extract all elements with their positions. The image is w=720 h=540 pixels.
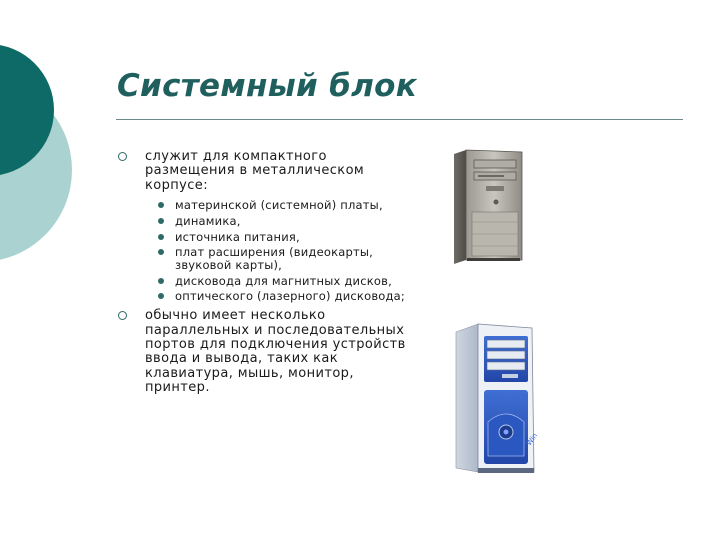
beige-tower-case-image	[452, 148, 524, 266]
dot-bullet-icon	[158, 249, 164, 255]
title-divider	[116, 119, 683, 120]
dot-bullet-icon	[158, 218, 164, 224]
sub-bullet-item	[145, 199, 408, 212]
sub-bullet-text: плат расширения (видеокарты, звуковой карты),	[175, 245, 374, 273]
sub-bullet-item	[145, 231, 408, 244]
bullet-text: обычно имеет несколько параллельных и последовательных портов для подключения устройств ввода и вывода, таких как клавиатура, мышь, монитор, принтер.	[145, 308, 406, 396]
bullet-item	[118, 309, 408, 395]
sub-bullet-text: источника питания,	[175, 229, 300, 244]
corner-decoration	[0, 0, 90, 300]
sub-bullet-item	[145, 215, 408, 228]
bullet-item	[118, 150, 408, 303]
dot-bullet-icon	[158, 202, 164, 208]
slide-content	[118, 150, 408, 402]
hollow-bullet-icon	[118, 152, 127, 161]
case-logo-watermark: Win	[525, 431, 540, 448]
sub-bullet-text: материнской (системной) платы,	[175, 198, 383, 213]
dot-bullet-icon	[158, 293, 164, 299]
sub-bullet-text: динамика,	[175, 213, 241, 228]
sub-bullet-text: дисковода для магнитных дисков,	[175, 273, 392, 288]
sub-bullet-item	[145, 290, 408, 303]
sub-bullet-text: оптического (лазерного) дисковода;	[175, 289, 405, 304]
slide-title: Системный блок	[117, 68, 418, 104]
bullet-text: служит для компактного размещения в металлическом корпусе:	[145, 149, 365, 193]
sub-bullet-item	[145, 275, 408, 288]
hollow-bullet-icon	[118, 311, 127, 320]
blue-tower-case-image	[452, 322, 544, 478]
dot-bullet-icon	[158, 278, 164, 284]
dot-bullet-icon	[158, 234, 164, 240]
sub-bullet-item	[145, 246, 408, 271]
